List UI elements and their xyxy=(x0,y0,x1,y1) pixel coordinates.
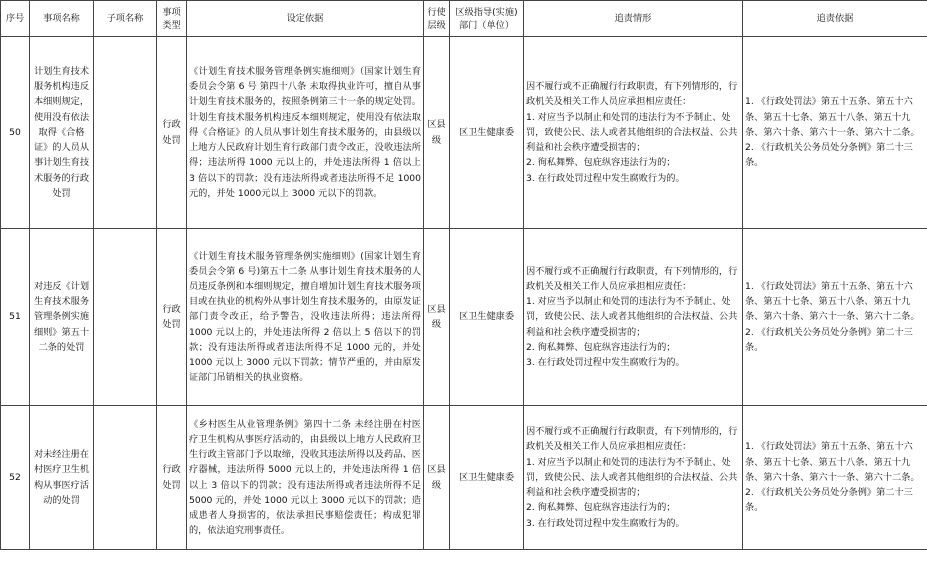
row-sub-item-name xyxy=(94,229,157,406)
table-row xyxy=(1,406,927,550)
header-sub-item-name: 子项名称 xyxy=(94,1,157,37)
row-item-type: 行政处罚 xyxy=(157,406,187,550)
row-seq: 52 xyxy=(1,406,30,550)
header-item-type: 事项类型 xyxy=(157,1,187,37)
header-item-name: 事项名称 xyxy=(30,1,94,37)
row-basis: 《计划生育技术服务管理条例实施细则》（国家计划生育委员会令第 6 号 第四十八条 未取得执业许可，擅自从事计划生育技术服务的，按照条例第三十一条的规定处罚。计划生育技术服务机构违反本细则规定，使用没有依法取得《合格证》的人员从事计划生育技术服务的，由县级以上地方人民政府计划生育行政部门责令改正，没收违法所得；违法所得 1000 元以上的，并处违法所得 1 倍以上 3 倍以下的罚款；没有违法所得或者违法所得不足 1000元的，并处 1000元以上 3000 元以下的罚款。 xyxy=(187,37,424,229)
row-sub-item-name xyxy=(94,406,157,550)
row-seq: 51 xyxy=(1,229,30,406)
table-row xyxy=(1,37,927,229)
header-row xyxy=(1,1,927,37)
row-sub-item-name xyxy=(94,37,157,229)
header-level: 行使层级 xyxy=(424,1,450,37)
header-basis: 设定依据 xyxy=(187,1,424,37)
row-accountability-basis: 1. 《行政处罚法》第五十五条、第五十六条、第五十七条、第五十八条、第五十九条、第六十条、第六十一条、第六十二条。 2. 《行政机关公务员处分条例》第二十三条。 xyxy=(743,229,927,406)
row-item-name: 对违反《计划生育技术服务管理条例实施细则》第五十二条的处罚 xyxy=(30,229,94,406)
row-level: 区县级 xyxy=(424,229,450,406)
row-level: 区县级 xyxy=(424,37,450,229)
header-accountability-basis: 追责依据 xyxy=(743,1,927,37)
row-basis: 《乡村医生从业管理条例》第四十二条 未经注册在村医疗卫生机构从事医疗活动的，由县级以上地方人民政府卫生行政主管部门予以取缔，没收其违法所得以及药品、医疗器械，违法所得 5000 元以上的，并处违法所得 1 倍以上 3 倍以下的罚款；没有违法所得或者违法所得不足 5000 元的，并处 1000 元以上 3000 元以下的罚款；造成患者人身损害的，依法承担民事赔偿责任；构成犯罪的，依法追究刑事责任。 xyxy=(187,406,424,550)
row-department: 区卫生健康委 xyxy=(450,37,524,229)
row-accountability-basis: 1. 《行政处罚法》第五十五条、第五十六条、第五十七条、第五十八条、第五十九条、第六十条、第六十一条、第六十二条。 2. 《行政机关公务员处分条例》第二十三条。 xyxy=(743,406,927,550)
row-accountability-situation: 因不履行或不正确履行行政职责，有下列情形的，行政机关及相关工作人员应承担相应责任： 1. 对应当予以制止和处罚的违法行为不予制止、处罚，致使公民、法人或者其他组织的合法权益、公共利益和社会秩序遭受损害的； 2. 徇私舞弊、包庇纵容违法行为的； 3. 在行政处罚过程中发生腐败行为的。 xyxy=(524,37,743,229)
row-item-name: 计划生育技术服务机构违反本细则规定，使用没有依法取得《合格证》的人员从事计划生育技术服务的行政处罚 xyxy=(30,37,94,229)
row-accountability-situation: 因不履行或不正确履行行政职责，有下列情形的，行政机关及相关工作人员应承担相应责任： 1. 对应当予以制止和处罚的违法行为不予制止、处罚，致使公民、法人或者其他组织的合法权益、公共利益和社会秩序遭受损害的； 2. 徇私舞弊、包庇纵容违法行为的； 3. 在行政处罚过程中发生腐败行为的。 xyxy=(524,229,743,406)
row-seq: 50 xyxy=(1,37,30,229)
table-row xyxy=(1,229,927,406)
row-accountability-situation: 因不履行或不正确履行行政职责，有下列情形的，行政机关及相关工作人员应承担相应责任： 1. 对应当予以制止和处罚的违法行为不予制止、处罚，致使公民、法人或者其他组织的合法权益、公共利益和社会秩序遭受损害的； 2. 徇私舞弊、包庇纵容违法行为的； 3. 在行政处罚过程中发生腐败行为的。 xyxy=(524,406,743,550)
row-department: 区卫生健康委 xyxy=(450,229,524,406)
row-item-type: 行政处罚 xyxy=(157,37,187,229)
row-item-type: 行政处罚 xyxy=(157,229,187,406)
row-accountability-basis: 1. 《行政处罚法》第五十五条、第五十六条、第五十七条、第五十八条、第五十九条、第六十条、第六十一条、第六十二条。 2. 《行政机关公务员处分条例》第二十三条。 xyxy=(743,37,927,229)
row-level: 区县级 xyxy=(424,406,450,550)
row-item-name: 对未经注册在村医疗卫生机构从事医疗活动的处罚 xyxy=(30,406,94,550)
row-department: 区卫生健康委 xyxy=(450,406,524,550)
header-department: 区级指导(实施)部门（单位） xyxy=(450,1,524,37)
header-seq: 序号 xyxy=(1,1,30,37)
row-basis: 《计划生育技术服务管理条例实施细则》(国家计划生育委员会令第 6 号)第五十二条 从事计划生育技术服务的人员违反条例和本细则规定，擅自增加计划生育技术服务项目或在执业的机构外从事计划生育技术服务的，由原发证部门责令改正，给予警告，没收违法所得；违法所得 1000 元以上的，并处违法所得 2 倍以上 5 倍以下的罚款；没有违法所得或者违法所得不足 1000 元的，并处 1000 元以上 3000 元以下罚款；情节严重的，并由原发证部门吊销相关的执业资格。 xyxy=(187,229,424,406)
header-accountability-situation: 追责情形 xyxy=(524,1,743,37)
